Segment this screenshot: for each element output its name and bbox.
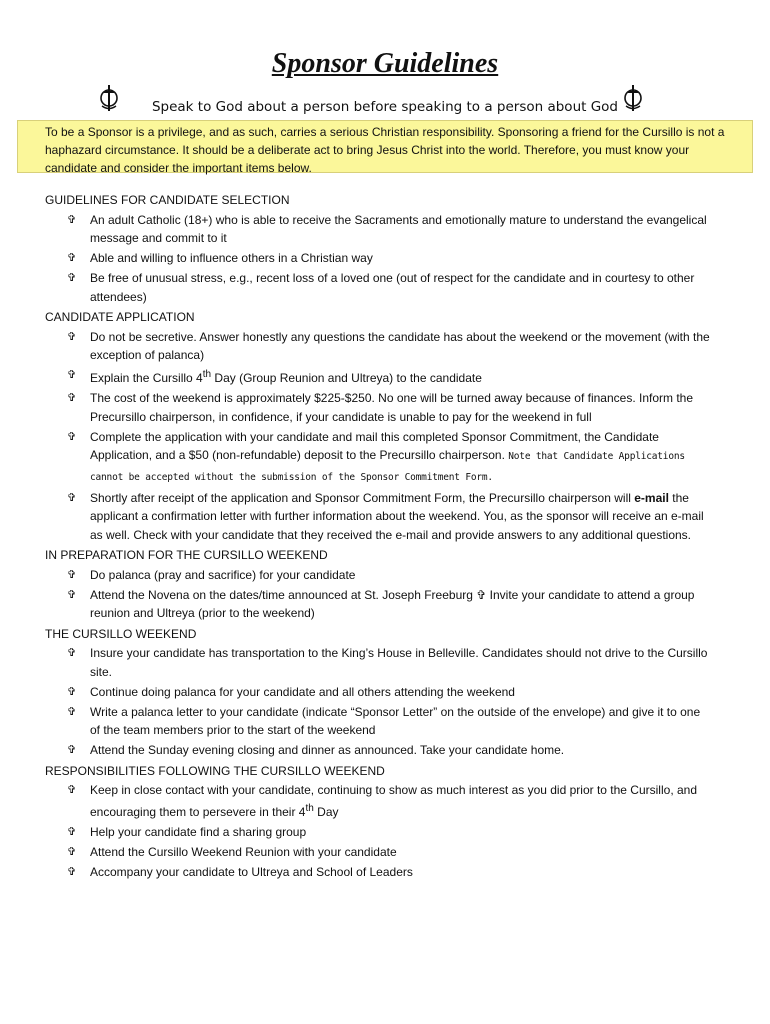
section-heading: THE CURSILLO WEEKEND — [45, 626, 197, 641]
list-item: ✞ Continue doing palanca for your candidate and all others attending the weekend — [45, 683, 710, 702]
application-note: Note that Candidate Applications cannot be accepted without the submission of the Sponsor Commitment Form. — [90, 451, 685, 483]
subtitle: Speak to God about a person before speaking to a person about God — [151, 99, 619, 115]
cross-bullet-icon: ✞ — [67, 646, 77, 659]
section-heading: GUIDELINES FOR CANDIDATE SELECTION — [45, 193, 290, 207]
cross-bullet-icon: ✞ — [67, 329, 77, 343]
intro-paragraph: To be a Sponsor is a privilege, and as such, carries a serious Christian responsibility. Sponsoring a friend for the Cursillo is not a haphazard circumstance. It should be a deliberate act to bring Jesus Christ into the world. Therefore, you must know your candidate and consider the important items below. — [17, 120, 753, 173]
list-item: ✞ Accompany your candidate to Ultreya and School of Leaders — [45, 863, 710, 882]
list-item: ✞ Explain the Cursillo 4th Day (Group Reunion and Ultreya) to the candidate — [67, 368, 482, 385]
list-item: ✞ The cost of the weekend is approximately $225-$250. No one will be turned away because of finances. Inform the Precursillo chairperson, in confidence, if your candidate is unable to pay for the weekend in full — [67, 391, 694, 424]
section-heading: CANDIDATE APPLICATION — [45, 310, 195, 324]
list-item: ✞ Able and willing to influence others in a Christian way — [45, 249, 710, 268]
section-heading: IN PREPARATION FOR THE CURSILLO WEEKEND — [45, 548, 328, 562]
list-item: ✞ Be free of unusual stress, e.g., recent loss of a loved one (out of respect for the candidate and in courtesy to other attendees) — [67, 271, 695, 304]
cross-bullet-icon: ✞ — [67, 783, 77, 796]
cross-bullet-icon: ✞ — [67, 824, 77, 838]
list-item: ✞ Attend the Cursillo Weekend Reunion with your candidate — [45, 843, 710, 862]
cross-bullet-icon: ✞ — [67, 212, 77, 226]
cross-bullet-icon: ✞ — [67, 429, 77, 443]
application-list — [45, 328, 710, 545]
list-item: ✞ Keep in close contact with your candidate, continuing to show as much interest as you did prior to the Cursillo, and encouraging them to persevere in their 4th Day — [67, 783, 698, 819]
cross-bullet-icon: ✞ — [67, 684, 77, 698]
list-item: ✞ Insure your candidate has transportation to the King’s House in Belleville. Candidates should not drive to the Cursillo site. — [67, 646, 708, 679]
cross-bullet-icon: ✞ — [67, 844, 77, 858]
weekend-list — [45, 644, 710, 760]
cross-bullet-icon: ✞ — [67, 567, 77, 581]
list-item: ✞ Attend the Sunday evening closing and dinner as announced. Take your candidate home. — [45, 741, 710, 760]
list-item: ✞ An adult Catholic (18+) who is able to receive the Sacraments and emotionally mature to understand the evangelical message and commit to it — [67, 212, 707, 245]
cross-bullet-icon: ✞ — [67, 391, 77, 404]
cross-bullet-icon: ✞ — [67, 587, 77, 601]
list-item: ✞ Help your candidate find a sharing group — [45, 823, 710, 842]
list-item: ✞ Write a palanca letter to your candidate (indicate “Sponsor Letter” on the outside of the envelope) and give it to one of the team members prior to the start of the weekend — [67, 704, 701, 737]
list-item: ✞ Complete the application with your candidate and mail this completed Sponsor Commitment, the Candidate Application, and a $50 (non-refundable) deposit to the Precursillo chairperson. Note that Candidate Applications cannot be accepted without the submission of the Sponsor Commitment Form. — [67, 429, 685, 483]
page-title: Sponsor Guidelines — [271, 48, 499, 79]
cross-bullet-icon: ✞ — [67, 743, 77, 756]
list-item: ✞ Do palanca (pray and sacrifice) for your candidate — [45, 566, 710, 585]
guidelines-content — [45, 191, 710, 883]
cross-bullet-icon: ✞ — [67, 864, 77, 878]
cross-bullet-icon: ✞ — [67, 251, 77, 264]
list-item: ✞ Shortly after receipt of the application and Sponsor Commitment Form, the Precursillo chairperson will e-mail the applicant a confirmation letter with further information about the weekend. You, as the sponsor will receive an e-mail as well. Check with your candidate that they received the e-mail and provide answers to any additional questions. — [67, 490, 704, 542]
list-item: ✞ Do not be secretive. Answer honestly any questions the candidate has about the weekend or the movement (with the exception of palanca) — [67, 329, 710, 362]
cross-bullet-icon: ✞ — [67, 490, 77, 504]
selection-list — [45, 211, 710, 307]
cross-bullet-icon: ✞ — [67, 271, 77, 284]
cross-bullet-icon: ✞ — [67, 704, 77, 718]
following-list — [45, 781, 710, 881]
list-item: ✞ Attend the Novena on the dates/time announced at St. Joseph Freeburg ✞ Invite your candidate to attend a group reunion and Ultreya (prior to the weekend) — [67, 587, 695, 620]
cross-bullet-icon: ✞ — [476, 587, 487, 602]
section-heading: RESPONSIBILITIES FOLLOWING THE CURSILLO WEEKEND — [45, 763, 385, 778]
preparation-list — [45, 566, 710, 623]
cross-bullet-icon: ✞ — [67, 368, 77, 381]
